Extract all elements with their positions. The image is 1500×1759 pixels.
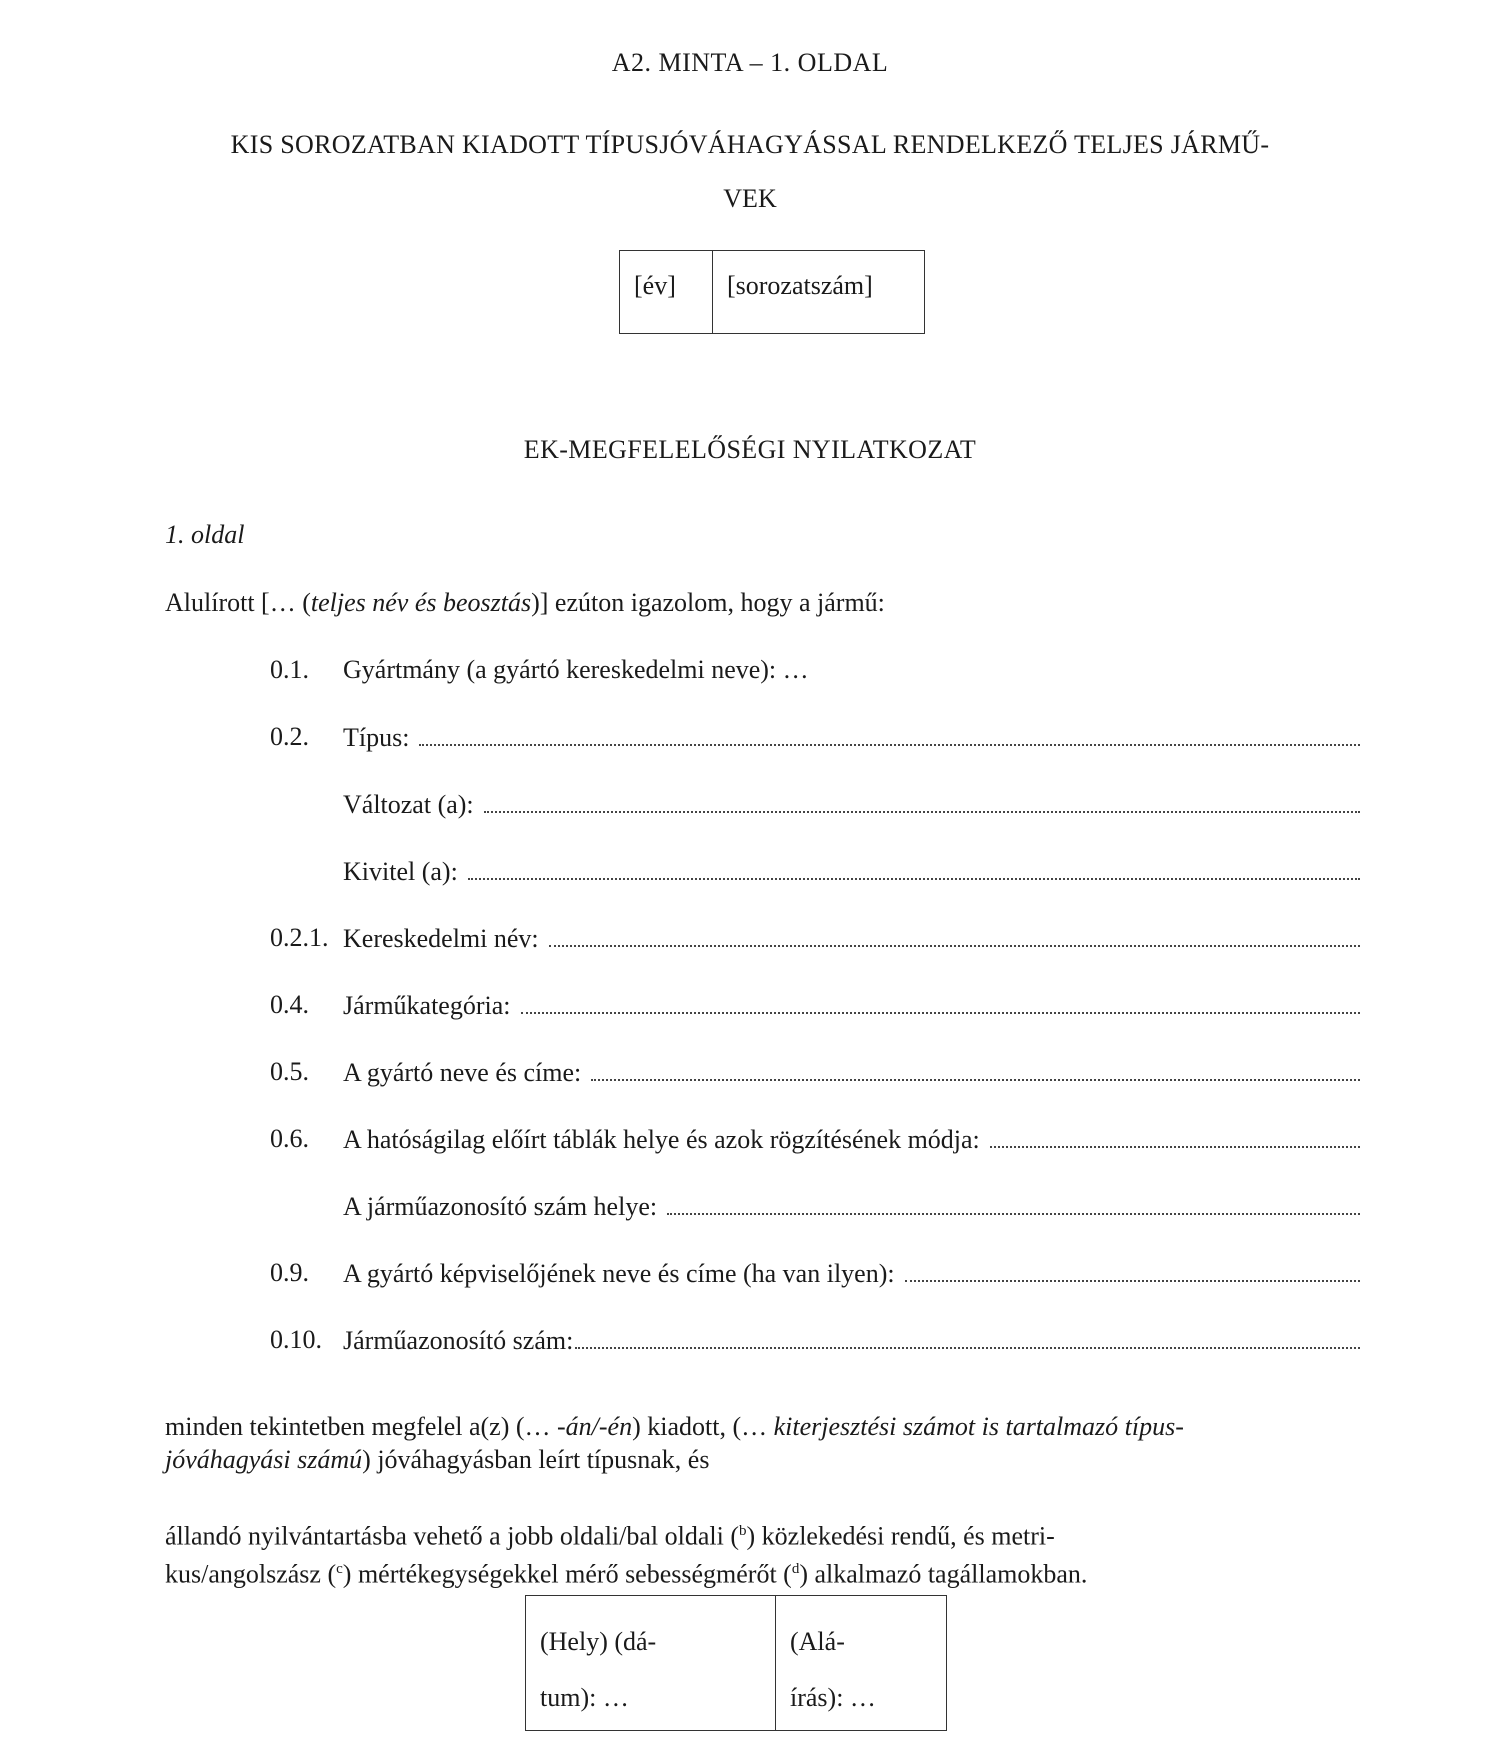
- field-label: Kereskedelmi név:: [343, 924, 539, 953]
- field-label: A gyártó képviselőjének neve és címe (ha van ilyen):: [343, 1259, 895, 1288]
- page-label: 1. oldal: [165, 520, 245, 549]
- registration-text: állandó nyilvántartásba vehető a jobb oldali/bal oldali (: [165, 1521, 739, 1551]
- conformity-text: ) kiadott, (…: [632, 1412, 774, 1441]
- place-date-label-cont: tum): …: [540, 1683, 629, 1712]
- year-cell: [év]: [620, 251, 713, 334]
- approval-number-placeholder: kiterjesztési számot is tartalmazó típus-: [773, 1412, 1184, 1441]
- dotted-fill-line: [575, 1325, 1360, 1349]
- field-vehicle-category: [270, 990, 1360, 1026]
- field-version: [270, 856, 1360, 892]
- field-type: [270, 722, 1360, 758]
- dotted-fill-line: [468, 856, 1360, 880]
- signature-label: (Alá-: [790, 1627, 845, 1656]
- signature-box: [525, 1595, 947, 1731]
- registration-statement: [165, 1515, 1355, 1590]
- field-vin-location: [270, 1191, 1360, 1227]
- registration-text: ) alkalmazó tagállamokban.: [799, 1559, 1088, 1589]
- registration-text: ) mértékegységekkel mérő sebességmérőt (: [342, 1559, 792, 1589]
- registration-text: kus/angolszász (: [165, 1559, 337, 1589]
- footnote-ref-c: c: [336, 1560, 343, 1577]
- footnote-ref-d: d: [791, 1560, 800, 1577]
- dotted-fill-line: [484, 789, 1360, 813]
- document-title-line1: KIS SOROZATBAN KIADOTT TÍPUSJÓVÁHAGYÁSSAL RENDELKEZŐ TELJES JÁRMŰ-: [230, 130, 1270, 159]
- dotted-fill-line: [905, 1258, 1360, 1282]
- field-number: 0.5.: [270, 1057, 309, 1086]
- intro-text-start: Alulírott [… (: [165, 588, 311, 617]
- field-variant: [270, 789, 1360, 825]
- footnote-ref-b: b: [739, 1523, 747, 1539]
- field-make: [270, 655, 1360, 691]
- dotted-fill-line: [990, 1124, 1360, 1148]
- field-number: 0.6.: [270, 1124, 309, 1153]
- field-representative: [270, 1258, 1360, 1294]
- field-commercial-name: [270, 923, 1360, 959]
- intro-name-placeholder: teljes név és beosztás: [310, 588, 532, 617]
- declaration-title: EK-MEGFELELŐSÉGI NYILATKOZAT: [523, 435, 977, 464]
- field-number: 0.10.: [270, 1325, 322, 1354]
- year-serial-box: [619, 250, 925, 334]
- field-label: A járműazonosító szám helye:: [343, 1192, 658, 1221]
- registration-text: ) közlekedési rendű, és metri-: [746, 1521, 1055, 1551]
- field-number: 0.2.: [270, 722, 309, 751]
- field-manufacturer: [270, 1057, 1360, 1093]
- field-number: 0.9.: [270, 1258, 309, 1287]
- field-label: Járműkategória:: [343, 991, 511, 1020]
- intro-text-end: )] ezúton igazolom, hogy a jármű:: [531, 588, 885, 617]
- field-number: 0.4.: [270, 990, 309, 1019]
- field-statutory-plates: [270, 1124, 1360, 1160]
- field-label: A gyártó neve és címe:: [343, 1058, 582, 1087]
- date-placeholder: -án/-én: [557, 1412, 633, 1441]
- field-label: Típus:: [343, 723, 410, 752]
- intro-statement: [165, 586, 1355, 619]
- dotted-fill-line: [667, 1191, 1360, 1215]
- field-vin: [270, 1325, 1360, 1361]
- dotted-fill-line: [419, 722, 1360, 746]
- form-header: A2. MINTA – 1. OLDAL: [611, 48, 889, 77]
- place-date-label: (Hely) (dá-: [540, 1627, 657, 1656]
- signature-cell: [776, 1596, 947, 1731]
- field-label: Változat (a):: [343, 790, 474, 819]
- field-label: Gyártmány (a gyártó kereskedelmi neve): …: [343, 655, 809, 684]
- field-label: A hatóságilag előírt táblák helye és azok rögzítésének módja:: [343, 1125, 980, 1154]
- field-label: Kivitel (a):: [343, 857, 458, 886]
- dotted-fill-line: [549, 923, 1360, 947]
- field-number: 0.1.: [270, 655, 309, 684]
- place-date-cell: [526, 1596, 776, 1731]
- document-title-line2: VEK: [723, 184, 777, 213]
- dotted-fill-line: [591, 1057, 1360, 1081]
- serial-number-cell: [sorozatszám]: [713, 251, 925, 334]
- conformity-text: ) jóváhagyásban leírt típusnak, és: [362, 1445, 710, 1474]
- field-label: Járműazonosító szám:: [343, 1326, 574, 1355]
- conformity-statement: [165, 1410, 1355, 1476]
- signature-label-cont: írás): …: [790, 1683, 876, 1712]
- conformity-text: minden tekintetben megfelel a(z) (…: [165, 1412, 558, 1441]
- dotted-fill-line: [521, 990, 1361, 1014]
- field-number: 0.2.1.: [270, 923, 329, 952]
- approval-number-placeholder-cont: jóváhagyási számú: [165, 1445, 363, 1474]
